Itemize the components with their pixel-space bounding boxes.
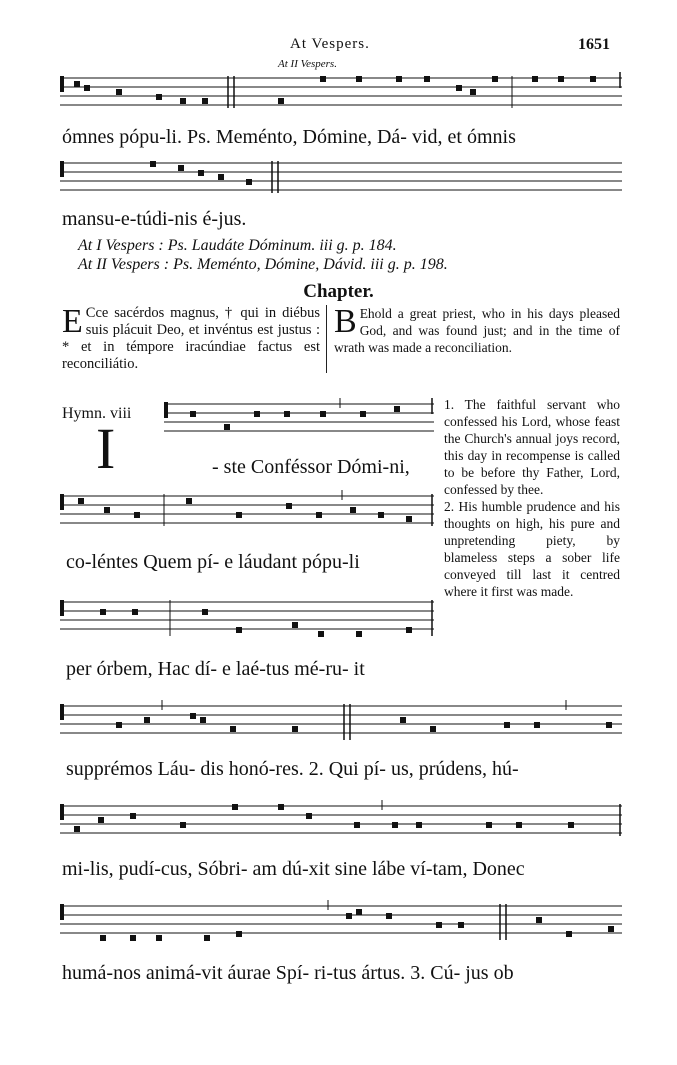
hymn-label: Hymn. viii xyxy=(62,405,132,422)
running-header: At Vespers. xyxy=(290,36,370,52)
music-staff-8 xyxy=(60,900,622,948)
chapter-heading: Chapter. xyxy=(303,281,374,302)
chapter-latin xyxy=(62,305,320,373)
english-text: Ehold a great priest, who in his days pleased God, and was found just; and in the time of wrath was made a reconciliation. xyxy=(334,306,620,355)
music-staff-6 xyxy=(60,700,622,748)
lyric-line-8: humá-nos animá-vit áurae Spí- ri-tus ártus. 3. Cú- jus ob xyxy=(62,962,514,984)
column-divider xyxy=(326,305,327,373)
staff-caption: At II Vespers. xyxy=(278,58,337,70)
music-staff-7 xyxy=(60,800,622,844)
lyric-line-6: supprémos Láu- dis honó-res. 2. Qui pí- us, prúdens, hú- xyxy=(66,758,519,780)
vespers-ref-1: At I Vespers : Ps. Laudáte Dóminum. iii g. p. 184. xyxy=(78,237,397,254)
hymn-lyric-2: co-léntes Quem pí- e láudant pópu-li xyxy=(66,551,360,573)
english-dropcap: B xyxy=(334,303,357,340)
hymn-english-verse-2: 2. His humble prudence and his thoughts on high, his pure and unpretending piety, by blameless steps a sober life conveyed till last it centred where it first was made. xyxy=(444,499,620,599)
music-staff-4 xyxy=(60,490,434,530)
latin-text: Cce sacérdos magnus, † qui in diébus suis plácuit Deo, et invéntus est justus : * et in témpore iracúndiae factus est reconciliátio. xyxy=(62,305,320,372)
hymn-initial: I xyxy=(96,416,116,481)
lyric-line-7: mi-lis, pudí-cus, Sóbri- am dú-xit sine lábe ví-tam, Donec xyxy=(62,858,525,880)
music-staff-2 xyxy=(60,157,622,197)
music-staff-5 xyxy=(60,596,434,642)
hymn-english-verse-1: 1. The faithful servant who confessed his Lord, whose feast the Church's annual joys record, this day in recompense is called to be before thy Father, Lord, confessed by thee. xyxy=(444,397,620,497)
latin-dropcap: E xyxy=(62,303,83,340)
chapter-english xyxy=(334,305,620,356)
hymn-lyric-1: - ste Conféssor Dómi-ni, xyxy=(212,456,410,478)
hymn-lyric-3: per órbem, Hac dí- e laé-tus mé-ru- it xyxy=(66,658,365,680)
lyric-line-1: ómnes pópu-li. Ps. Meménto, Dómine, Dá- vid, et ómnis xyxy=(62,126,516,148)
page-number: 1651 xyxy=(578,36,610,53)
music-staff-1 xyxy=(60,72,622,112)
hymn-english xyxy=(444,396,620,600)
music-staff-3 xyxy=(164,398,434,438)
vespers-ref-2: At II Vespers : Ps. Meménto, Dómine, Dávid. iii g. p. 198. xyxy=(78,256,448,273)
lyric-line-2: mansu-e-túdi-nis é-jus. xyxy=(62,208,247,230)
